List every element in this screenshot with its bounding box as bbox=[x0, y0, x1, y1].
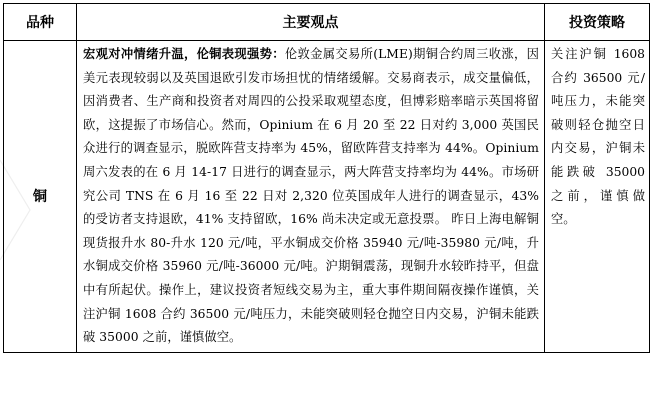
viewpoint-cell bbox=[77, 41, 545, 353]
header-strategy: 投资策略 bbox=[545, 4, 650, 41]
strategy-cell: 关注沪铜 1608 合约 36500 元/吨压力，未能突破则轻仓抛空日内交易，沪铜未能跌破 35000 之前，谨慎做空。 bbox=[545, 41, 650, 353]
table-header-row bbox=[4, 4, 650, 41]
variety-cell: 铜 bbox=[4, 41, 77, 353]
header-variety: 品种 bbox=[4, 4, 77, 41]
header-viewpoint: 主要观点 bbox=[77, 4, 545, 41]
commodity-analysis-table bbox=[3, 3, 650, 353]
viewpoint-body: 伦敦金属交易所(LME)期铜合约周三收涨，因美元表现较弱以及英国退欧引发市场担忧的情绪缓解。交易商表示，成交量偏低，因消费者、生产商和投资者对周四的公投采取观望态度，但博彩赔率暗示英国将留欧，这提振了市场信心。然而，Opinium 在 6 月 20 至 22 日对约 3,000 英国民众进行的调查显示，脱欧阵营支持率为 45%，留欧阵营支持率为 44%。Opinium 周六发表的在 6 月 14-17 日进行的调查显示，两大阵营支持率均为 44%。市场研究公司 TNS 在 6 月 16 至 22 日对 2,320 位英国成年人进行的调查显示，43% 的受访者支持退欧，41% 支持留欧，16% 尚未决定或无意投票。 昨日上海电解铜现货报升水 80-升水 120 元/吨，平水铜成交价格 35940 元/吨-35980 元/吨，升水铜成交价格 35960 元/吨-36000 元/吨。沪期铜震荡，现铜升水较昨持平，但盘中有所起伏。操作上，建议投资者短线交易为主，重大事件期间隔夜操作谨慎，关注沪铜 1608 合约 36500 元/吨压力，未能突破则轻仓抛空日内交易，沪铜未能跌破 35000 之前，谨慎做空。 bbox=[83, 47, 539, 345]
viewpoint-lead: 宏观对冲情绪升温，伦铜表现强势： bbox=[83, 47, 285, 61]
table-row bbox=[4, 41, 650, 353]
